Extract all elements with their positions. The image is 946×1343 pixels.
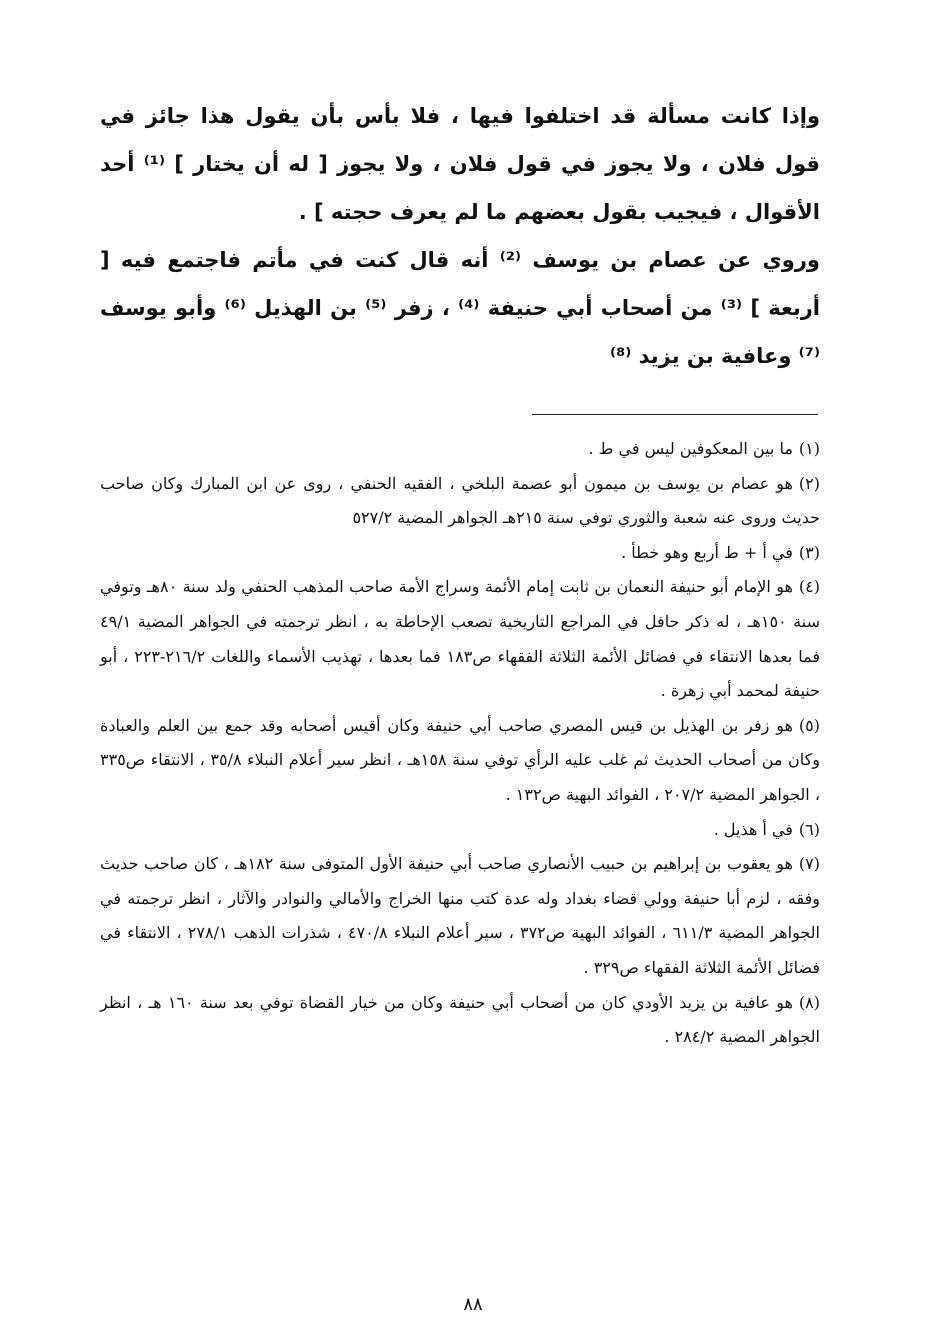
footnote-text: ما بين المعكوفين ليس في ط .: [588, 439, 793, 458]
footnote-text: هو الإمام أبو حنيفة النعمان بن ثابت إمام الأئمة وسراج الأمة صاحب المذهب الحنفي ولد سنة ٨٠هـ وتوفي سنة ١٥٠هـ ، له ذكر حافل في المراجع التاريخية تصعب الإحاطة به ، انظر ترجمته في الجواهر المضية ٤٩/١ فما بعدها الانتقاء في فضائل الأئمة الثلاثة الفقهاء ص١٨٣ فما بعدها ، تهذيب الأسماء واللغات ٢١٦/٢-٢٢٣ ، أبو حنيفة لمحمد أبي زهرة .: [100, 577, 821, 701]
footnote-text: هو زفر بن الهذيل بن قيس المصري صاحب أبي حنيفة وكان أقيس أصحابه وقد جمع بين العلم والعبادة وكان من أصحاب الحديث ثم غلب عليه الرأي توفي سنة ١٥٨هـ ، انظر سير أعلام النبلاء ٣٥/٨ ، الانتقاء ص٣٣٥ ، الجواهر المضية ٢٠٧/٢ ، الفوائد البهية ص١٣٢ .: [100, 715, 820, 804]
footnote-2: [100, 467, 820, 536]
footnote-5: [100, 709, 820, 813]
main-text-block: [100, 92, 820, 380]
footnote-number: (٥): [798, 715, 820, 735]
main-paragraph-2: وروي عن عصام بن يوسف ⁽²⁾ أنه قال كنت في مأتم فاجتمع فيه [ أربعة ] ⁽³⁾ من أصحاب أبي حنيفة ⁽⁴⁾ ، زفر ⁽⁵⁾ بن الهذيل ⁽⁶⁾ وأبو يوسف ⁽⁷⁾ وعافية بن يزيد ⁽⁸⁾: [100, 248, 820, 368]
footnote-number: (٢): [798, 473, 820, 493]
footnote-text: في أ + ط أربع وهو خطأ .: [621, 542, 793, 562]
footnote-number: (٨): [798, 992, 820, 1012]
footnote-number: (٣): [798, 542, 820, 562]
page-number: ٨٨: [463, 1294, 483, 1315]
footnote-text: هو عافية بن يزيد الأودي كان من أصحاب أبي حنيفة وكان من خيار القضاة توفي بعد سنة ١٦٠ هـ ، انظر الجواهر المضية ٢٨٤/٢ .: [100, 992, 820, 1047]
footnote-3: [100, 536, 820, 571]
footnote-4: [100, 570, 820, 708]
footnote-separator: [532, 414, 818, 415]
main-paragraph-1: وإذا كانت مسألة قد اختلفوا فيها ، فلا بأس بأن يقول هذا جائز في قول فلان ، ولا يجوز في قول فلان ، ولا يجوز [ له أن يختار ] ⁽¹⁾ أحد الأقوال ، فيجيب بقول بعضهم ما لم يعرف حجته ] .: [100, 104, 821, 224]
footnote-number: (٦): [798, 819, 820, 839]
footnote-6: [100, 813, 820, 848]
footnote-number: (٤): [798, 577, 821, 597]
footnote-7: [100, 847, 820, 985]
footnotes-block: [100, 432, 820, 1055]
footnote-text: هو عصام بن يوسف بن ميمون أبو عصمة البلخي ، الفقيه الحنفي ، روى عن ابن المبارك وكان صاحب حديث وروى عنه شعبة والثوري توفي سنة ٢١٥هـ الجواهر المضية ٥٢٧/٢: [100, 473, 820, 528]
footnote-number: (٧): [798, 854, 821, 874]
footnote-1: [100, 432, 820, 467]
footnote-number: (١): [798, 439, 820, 458]
footnote-text: هو يعقوب بن إبراهيم بن حبيب الأنصاري صاحب أبي حنيفة الأول المتوفى سنة ١٨٢هـ ، كان صاحب حديث وفقه ، لزم أبا حنيفة وولي قضاء بغداد وله عدة كتب منها الخراج والأمالي والنوادر والآثار ، انظر ترجمته في الجواهر المضية ٦١١/٣ ، الفوائد البهية ص٣٧٢ ، سير أعلام النبلاء ٤٧٠/٨ ، شذرات الذهب ٢٧٨/١ ، الانتقاء في فضائل الأئمة الثلاثة الفقهاء ص٣٢٩ .: [100, 854, 820, 977]
footnote-text: في أ هذيل .: [713, 819, 793, 839]
footnote-8: [100, 986, 820, 1055]
